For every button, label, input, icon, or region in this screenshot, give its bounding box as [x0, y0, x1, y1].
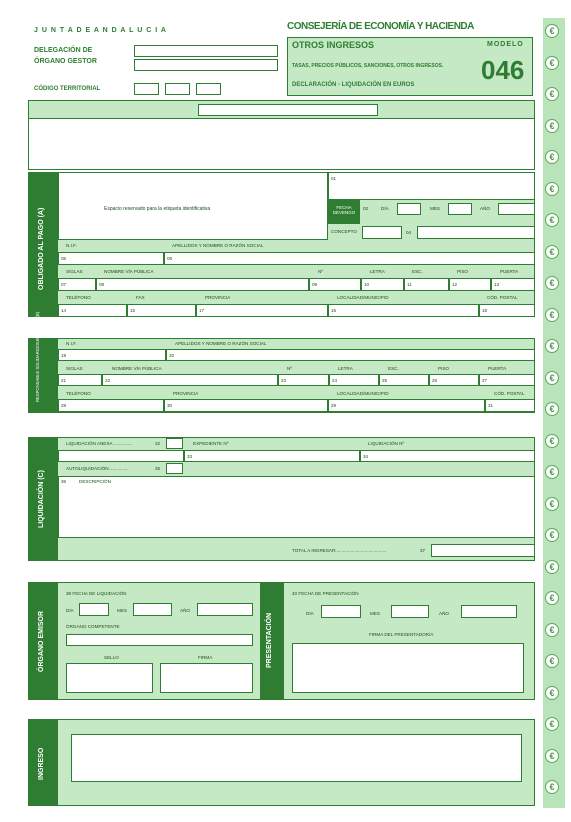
euro-icon: €: [545, 686, 559, 700]
via-field[interactable]: [96, 278, 309, 291]
num-27: 27: [482, 378, 488, 383]
num-14: 14: [61, 308, 67, 313]
resp-nif-label: N.I.F.: [66, 341, 77, 346]
resp-apellidos-field[interactable]: [166, 349, 535, 361]
anexa-check[interactable]: [166, 438, 183, 449]
num-33: 33: [187, 454, 193, 459]
resp-esc-label: ESC.: [388, 366, 399, 371]
expediente-field[interactable]: [184, 450, 360, 462]
modelo-number: 046: [481, 55, 525, 85]
liq-mes-field[interactable]: [133, 603, 172, 616]
nombre-via-label: NOMBRE VÍA PÚBLICA: [104, 269, 154, 274]
euro-icon: €: [545, 434, 559, 448]
num-37: 37: [420, 548, 426, 553]
num-04: 04: [406, 230, 412, 235]
euro-icon: €: [545, 150, 559, 164]
resp-puerta-field[interactable]: [479, 374, 535, 386]
letra-label: LETRA: [370, 269, 385, 274]
num-35: 35: [155, 466, 161, 471]
cod-postal-field[interactable]: [479, 304, 535, 317]
num-05: 05: [61, 256, 67, 261]
resp-puerta-label: PUERTA: [488, 366, 507, 371]
consejeria-title: CONSEJERÍA DE ECONOMÍA Y HACIENDA: [287, 21, 474, 32]
resp-no-label: Nº: [287, 366, 292, 371]
euro-icon: €: [545, 182, 559, 196]
euro-icon: €: [545, 371, 559, 385]
organo-gestor-field[interactable]: [134, 59, 278, 71]
concepto-label: CONCEPTO: [331, 229, 357, 234]
responsable-side-bar: [28, 338, 58, 413]
euro-icon: €: [545, 654, 559, 668]
num-16: 16: [331, 308, 337, 313]
resp-provincia-label: PROVINCIA: [173, 391, 199, 396]
euro-icon: €: [545, 465, 559, 479]
euro-icon: €: [545, 402, 559, 416]
tasas-label: TASAS, PRECIOS PÚBLICOS, SANCIONES, OTROS INGRESOS.: [292, 63, 444, 69]
apellidos-field[interactable]: [164, 252, 535, 265]
esc-label: ESC.: [412, 269, 423, 274]
num-23: 23: [281, 378, 287, 383]
num-30: 30: [167, 403, 173, 408]
otros-ingresos-label: OTROS INGRESOS: [292, 40, 375, 50]
num-28: 28: [61, 403, 67, 408]
liq-mes-label: MES: [117, 608, 127, 613]
fecha-liq-label: 39 FECHA DE LIQUIDACIÓN: [66, 591, 127, 596]
junta-title: J U N T A D E A N D A L U C I A: [34, 27, 167, 34]
nif-field[interactable]: [58, 252, 164, 265]
autoliq-check[interactable]: [166, 463, 183, 474]
num-01: 01: [331, 176, 337, 181]
euro-icon: €: [545, 497, 559, 511]
descripcion-field[interactable]: [58, 476, 535, 538]
pres-dia-field[interactable]: [321, 605, 361, 618]
ingreso-title: INGRESO: [38, 747, 45, 780]
resp-via-field[interactable]: [102, 374, 278, 386]
resp-apellidos-label: APELLIDOS Y NOMBRE O RAZÓN SOCIAL: [175, 341, 267, 346]
pres-mes-label: MES: [370, 611, 380, 616]
telefono-label: TELÉFONO: [66, 295, 91, 300]
liq-anio-field[interactable]: [197, 603, 253, 616]
num-11: 11: [407, 282, 412, 287]
organo-firma-label: FIRMA: [198, 655, 213, 660]
num-21: 21: [61, 378, 67, 383]
euro-icon: €: [545, 24, 559, 38]
organo-firma-field[interactable]: [160, 663, 253, 693]
pres-firma-field[interactable]: [292, 643, 524, 693]
num-20: 20: [169, 353, 175, 358]
euro-icon: €: [545, 780, 559, 794]
liq-dia-field[interactable]: [79, 603, 109, 616]
modelo-label: MODELO: [487, 41, 524, 48]
cod-postal-label: CÓD. POSTAL: [487, 295, 518, 300]
fax-label: FAX: [136, 295, 145, 300]
resp-cod-postal-label: CÓD. POSTAL: [494, 391, 525, 396]
provincia-field[interactable]: [196, 304, 328, 317]
num-06: 06: [167, 256, 173, 261]
codigo-territorial-field-3[interactable]: [196, 83, 221, 95]
espacio-label: Espacio reservado para la etiqueta identificativa: [104, 206, 211, 212]
localidad-label: LOCALIDAD/MUNICIPIO: [337, 295, 389, 300]
euro-icon: €: [545, 339, 559, 353]
resp-via-label: NOMBRE VÍA PÚBLICA: [112, 366, 162, 371]
liq-no-label: LIQUIDACIÓN Nº: [368, 441, 405, 446]
resp-localidad-field[interactable]: [328, 399, 485, 412]
concepto-field[interactable]: [362, 226, 402, 239]
pres-firma-label: FIRMA DEL PRESENTADOR/A: [369, 632, 434, 637]
no-label: Nº: [318, 269, 323, 274]
num-18: 18: [482, 308, 488, 313]
total-field[interactable]: [431, 544, 535, 557]
field-01[interactable]: [328, 172, 535, 200]
codigo-territorial-field-2[interactable]: [165, 83, 190, 95]
euro-icon: €: [545, 276, 559, 290]
resp-localidad-label: LOCALIDAD/MUNICIPIO: [337, 391, 389, 396]
num-17: 17: [199, 308, 205, 313]
codigo-territorial-field-1[interactable]: [134, 83, 159, 95]
sello-label: SELLO: [104, 655, 119, 660]
resp-letra-label: LETRA: [338, 366, 353, 371]
apellidos-label: APELLIDOS Y NOMBRE O RAZÓN SOCIAL: [172, 243, 264, 248]
euro-icon: €: [545, 528, 559, 542]
top-blank-area: [28, 118, 535, 170]
num-09: 09: [312, 282, 318, 287]
euro-icon: €: [545, 308, 559, 322]
anexa-label: LIQUIDACIÓN ANEXA................: [66, 441, 133, 446]
num-19: 19: [61, 353, 67, 358]
num-31: 31: [488, 403, 494, 408]
num-02: 02: [363, 206, 369, 211]
dia-label: DÍA: [381, 206, 389, 211]
pres-anio-label: AÑO: [439, 611, 449, 616]
pres-mes-field[interactable]: [391, 605, 429, 618]
total-label: TOTAL A INGRESAR:.......................................: [292, 548, 387, 553]
liq-dia-label: DÍA: [66, 608, 74, 613]
euro-icon: €: [545, 717, 559, 731]
num-25: 25: [382, 378, 388, 383]
declaracion-label: DECLARACIÓN - LIQUIDACIÓN EN EUROS: [292, 82, 415, 88]
telefono-field[interactable]: [58, 304, 127, 317]
competente-field[interactable]: [66, 634, 253, 646]
euro-icon: €: [545, 87, 559, 101]
obligado-title: OBLIGADO AL PAGO (A): [38, 207, 45, 290]
descripcion-label: DESCRIPCIÓN: [79, 479, 111, 484]
liquidacion-title: LIQUIDACIÓN (C): [38, 470, 45, 528]
resp-siglas-label: SIGLAS: [66, 366, 83, 371]
organo-title: ÓRGANO EMISOR: [38, 610, 45, 672]
siglas-label: SIGLAS: [66, 269, 83, 274]
nif-label: N.I.F.: [66, 243, 77, 248]
pres-anio-field[interactable]: [461, 605, 517, 618]
blank-row-field: [58, 450, 184, 462]
num-34: 34: [363, 454, 369, 459]
resp-telefono-field[interactable]: [58, 399, 164, 412]
delegacion-label: DELEGACIÓN DE: [34, 47, 93, 54]
presentacion-title: PRESENTACIÓN: [266, 612, 273, 668]
fecha-pres-label: 40 FECHA DE PRESENTACIÓN: [292, 591, 359, 596]
num-29: 29: [331, 403, 337, 408]
devengo-dia-field[interactable]: [397, 203, 421, 215]
euro-icon: €: [545, 213, 559, 227]
num-07: 07: [61, 282, 67, 287]
fax-field[interactable]: [127, 304, 196, 317]
num-10: 10: [364, 282, 370, 287]
fecha-devengo-label: FECHA DEVENGO: [332, 205, 356, 215]
ingreso-field[interactable]: [71, 734, 522, 782]
piso-label: PISO: [457, 269, 468, 274]
anio-label: AÑO: [480, 206, 490, 211]
devengo-anio-field[interactable]: [498, 203, 535, 215]
num-13: 13: [494, 282, 500, 287]
codigo-territorial-label: CÓDIGO TERRITORIAL: [34, 86, 101, 92]
euro-icon: €: [545, 245, 559, 259]
responsable-title: RESPONSABLE SOLIDARIO/SUBSIDIARIO (B): [35, 311, 40, 402]
num-32: 32: [155, 441, 161, 446]
num-15: 15: [130, 308, 136, 313]
liq-anio-label: AÑO: [180, 608, 190, 613]
competente-label: ÓRGANO COMPETENTE: [66, 624, 120, 629]
organo-gestor-label: ÓRGANO GESTOR: [34, 58, 97, 65]
resp-nif-field[interactable]: [58, 349, 166, 361]
pres-dia-label: DÍA: [306, 611, 314, 616]
euro-icon: €: [545, 119, 559, 133]
sello-field[interactable]: [66, 663, 153, 693]
resp-piso-label: PISO: [438, 366, 449, 371]
euro-icon: €: [545, 591, 559, 605]
localidad-field[interactable]: [328, 304, 479, 317]
euro-icon: €: [545, 560, 559, 574]
num-26: 26: [432, 378, 438, 383]
num-12: 12: [452, 282, 458, 287]
resp-telefono-label: TELÉFONO: [66, 391, 91, 396]
mes-label: MES: [430, 206, 440, 211]
liq-no-field[interactable]: [360, 450, 535, 462]
num-36: 36: [61, 479, 67, 484]
delegacion-field[interactable]: [134, 45, 278, 57]
euro-icon: €: [545, 749, 559, 763]
euro-icon: €: [545, 56, 559, 70]
concepto-desc-field[interactable]: [417, 226, 535, 239]
num-08: 08: [99, 282, 105, 287]
puerta-label: PUERTA: [500, 269, 519, 274]
autoliq-label: AUTOLIQUIDACIÓN...............: [66, 466, 128, 471]
barcode-field: [198, 104, 378, 116]
expediente-label: EXPEDIENTE Nº: [193, 441, 229, 446]
provincia-label: PROVINCIA: [205, 295, 231, 300]
devengo-mes-field[interactable]: [448, 203, 472, 215]
resp-provincia-field[interactable]: [164, 399, 328, 412]
num-22: 22: [105, 378, 111, 383]
num-24: 24: [332, 378, 338, 383]
euro-icon: €: [545, 623, 559, 637]
